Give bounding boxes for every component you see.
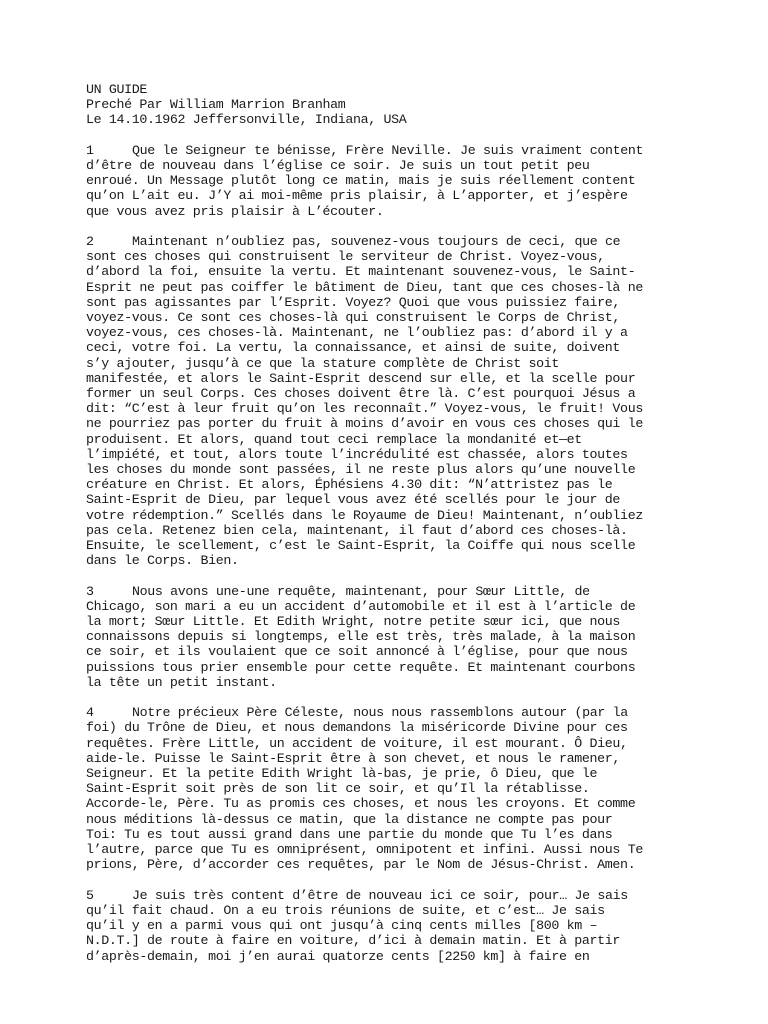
paragraph-line: sont ces choses qui construisent le serviteur de Christ. Voyez-vous,	[86, 249, 605, 265]
paragraph-line: Chicago, son mari a eu un accident d’automobile et il est à l’article de	[86, 598, 636, 614]
paragraph	[86, 584, 686, 690]
paragraph-line: ceci, votre foi. La vertu, la connaissance, et ainsi de suite, doivent	[86, 340, 621, 356]
paragraph-line: Toi: Tu es tout aussi grand dans une partie du monde que Tu l’es dans	[86, 826, 613, 842]
paragraph-number: 5	[86, 887, 94, 903]
paragraph-line: dit: “C’est à leur fruit qu’on les reconnaît.” Voyez-vous, le fruit! Vous	[86, 401, 643, 417]
paragraph-line: foi) du Trône de Dieu, et nous demandons la miséricorde Divine pour ces	[86, 720, 628, 736]
document-header	[86, 82, 686, 128]
paragraph-line: ne pourriez pas porter du fruit à moins d’avoir en vous ces choses qui le	[86, 416, 643, 432]
document-title: UN GUIDE	[86, 82, 148, 97]
paragraph-line: former un seul Corps. Ces choses doivent être là. C’est pourquoi Jésus a	[86, 386, 636, 402]
paragraph-line: connaissons depuis si longtemps, elle est très, très malade, à la maison	[86, 629, 636, 645]
paragraph	[86, 143, 686, 219]
paragraph-line: que vous avez pris plaisir à L’écouter.	[86, 203, 384, 219]
paragraph-number: 2	[86, 234, 94, 249]
paragraph-line: enroué. Un Message plutôt long ce matin, mais je suis réellement content	[86, 173, 636, 189]
paragraph-text: Maintenant n’oubliez pas, souvenez-vous toujours de ceci, que ce	[132, 234, 621, 249]
paragraph-line: Saint-Esprit de Dieu, par lequel vous avez été scellés pour le jour de	[86, 492, 621, 508]
paragraph-line: s’y ajouter, jusqu’à ce que la stature complète de Christ soit	[86, 355, 560, 371]
paragraph-line: prions, Père, d’accorder ces requêtes, par le Nom de Jésus-Christ. Amen.	[86, 857, 636, 873]
paragraph-line: produisent. Et alors, quand tout ceci remplace la mondanité et—et	[86, 431, 582, 447]
paragraph-line: manifestée, et alors le Saint-Esprit descend sur elle, et la scelle pour	[86, 370, 636, 386]
paragraph-line: la tête un petit instant.	[86, 674, 277, 690]
paragraph	[86, 705, 686, 872]
paragraph	[86, 234, 686, 568]
paragraph-line: Ensuite, le scellement, c’est le Saint-Esprit, la Coiffe qui nous scelle	[86, 538, 636, 554]
paragraph-line: l’autre, parce que Tu es omniprésent, omnipotent et infini. Aussi nous Te	[86, 842, 643, 858]
paragraph-text: Nous avons une-une requête, maintenant, pour Sœur Little, de	[132, 583, 590, 599]
date-location-line: Le 14.10.1962 Jeffersonville, Indiana, USA	[86, 112, 407, 128]
paragraph-line: Saint-Esprit soit près de son lit ce soir, et qu’Il la rétablisse.	[86, 781, 590, 797]
paragraph-line: les choses du monde sont passées, il ne reste plus alors qu’une nouvelle	[86, 462, 636, 478]
paragraph-line	[86, 888, 686, 903]
paragraph-line: voyez-vous. Ce sont ces choses-là qui construisent le Corps de Christ,	[86, 310, 621, 326]
paragraph-line: sont pas agissantes par l’Esprit. Voyez? Quoi que vous puissiez faire,	[86, 294, 621, 310]
document-page	[86, 82, 686, 964]
paragraph-line: qu’on L’ait eu. J’Y ai moi-même pris plaisir, à L’apporter, et j’espère	[86, 188, 628, 204]
paragraph-line: dans le Corps. Bien.	[86, 553, 239, 569]
paragraph-line: puissions tous prier ensemble pour cette requête. Et maintenant courbons	[86, 659, 636, 675]
paragraph-line: qu’il fait chaud. On a eu trois réunions de suite, et c’est… Je sais	[86, 902, 605, 918]
paragraph-line: pas cela. Retenez bien cela, maintenant, il faut d’abord ces choses-là.	[86, 522, 628, 538]
paragraph-number: 3	[86, 583, 94, 599]
paragraph-number: 4	[86, 705, 94, 721]
paragraph-line: l’impiété, et tout, alors toute l’incrédulité est chassée, alors toutes	[86, 446, 628, 462]
paragraph-number: 1	[86, 142, 94, 158]
paragraph-line: aide-le. Puisse le Saint-Esprit être à son chevet, et nous le ramener,	[86, 750, 621, 766]
paragraph-line	[86, 705, 686, 720]
paragraph-text: Notre précieux Père Céleste, nous nous rassemblons autour (par la	[132, 705, 628, 721]
paragraph-line: d’abord la foi, ensuite la vertu. Et maintenant souvenez-vous, le Saint-	[86, 264, 636, 280]
paragraph-line: votre rédemption.” Scellés dans le Royaume de Dieu! Maintenant, n’oubliez	[86, 507, 643, 523]
paragraph-list	[86, 143, 686, 964]
paragraph-text: Je suis très content d’être de nouveau ici ce soir, pour… Je sais	[132, 887, 628, 903]
paragraph-line: N.D.T.] de route à faire en voiture, d’ici à demain matin. Et à partir	[86, 933, 621, 949]
paragraph-line: Seigneur. Et la petite Edith Wright là-bas, je prie, ô Dieu, que le	[86, 766, 598, 782]
paragraph-line: nous méditions là-dessus ce matin, que la distance ne compte pas pour	[86, 811, 613, 827]
paragraph-line	[86, 584, 686, 599]
paragraph-line: créature en Christ. Et alors, Éphésiens 4.30 dit: “N’attristez pas le	[86, 477, 613, 493]
paragraph-line	[86, 234, 686, 249]
paragraph-text: Que le Seigneur te bénisse, Frère Neville. Je suis vraiment content	[132, 142, 644, 158]
paragraph-line: ce soir, et ils voulaient que ce soit annoncé à l’église, pour que nous	[86, 644, 628, 660]
paragraph-line	[86, 143, 686, 158]
paragraph-line: voyez-vous, ces choses-là. Maintenant, ne l’oubliez pas: d’abord il y a	[86, 325, 628, 341]
paragraph-line: requêtes. Frère Little, un accident de voiture, il est mourant. Ô Dieu,	[86, 735, 628, 751]
paragraph-line: Accorde-le, Père. Tu as promis ces choses, et nous les croyons. Et comme	[86, 796, 636, 812]
paragraph	[86, 888, 686, 964]
paragraph-line: qu’il y en a parmi vous qui ont jusqu’à cinq cents milles [800 km –	[86, 918, 598, 934]
preacher-line: Preché Par William Marrion Branham	[86, 97, 346, 113]
paragraph-line: Esprit ne peut pas coiffer le bâtiment de Dieu, tant que ces choses-là ne	[86, 279, 643, 295]
paragraph-line: d’après-demain, moi j’en aurai quatorze cents [2250 km] à faire en	[86, 948, 590, 964]
paragraph-line: d’être de nouveau dans l’église ce soir. Je suis un tout petit peu	[86, 158, 590, 173]
paragraph-line: la mort; Sœur Little. Et Edith Wright, notre petite sœur ici, que nous	[86, 614, 621, 630]
